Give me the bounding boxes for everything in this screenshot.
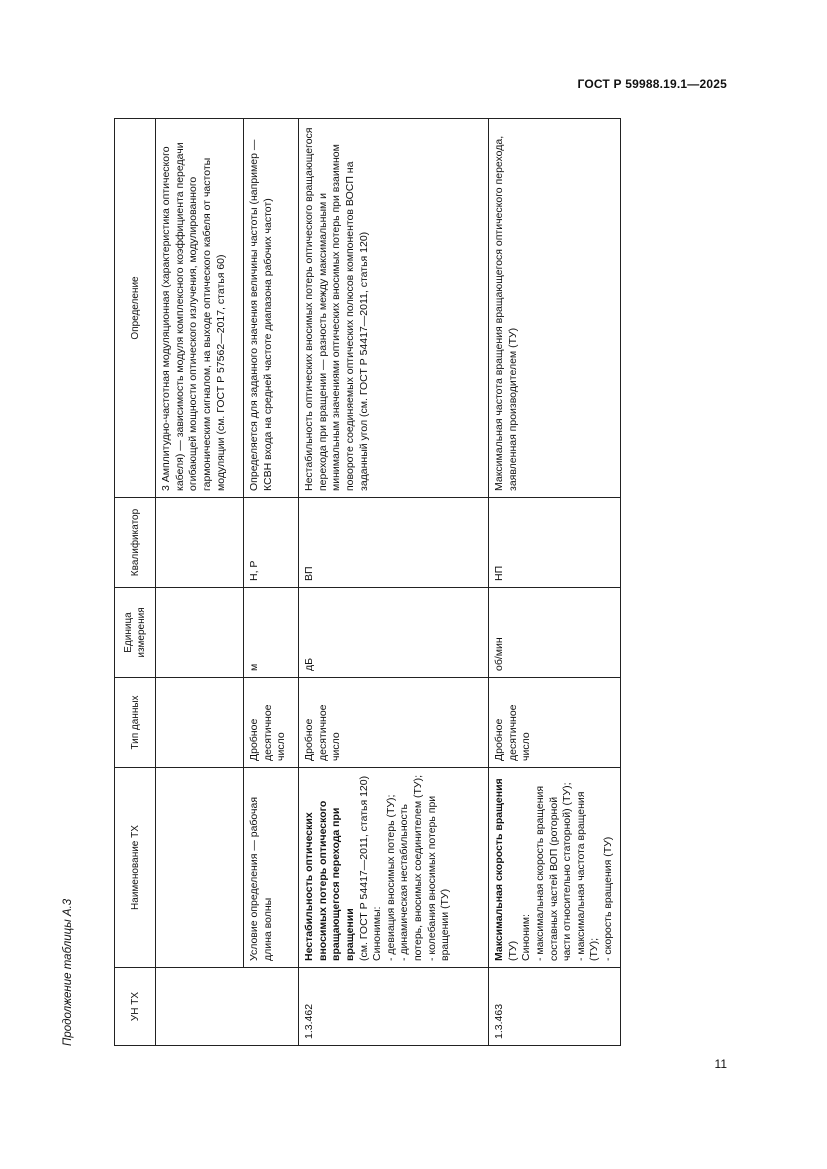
synonym-item: - максимальная частота вращения (ТУ); <box>574 791 601 961</box>
synonyms-label: Синоним: <box>520 914 533 961</box>
row-definition-cell: 3 Амплитудно-частотная модуляционная (характеристика оптического кабеля) — зависимость модуля комплексного коэффициента передачи огибающей мощности оптического излучения, модулированного гармоническим сигналом, на выходе оптического кабеля от частоты модуляции (см. ГОСТ Р 57562—2017, статья 60) <box>156 119 244 498</box>
col-header-definition: Определение <box>115 119 156 498</box>
row-id-cell: 1.3.463 <box>489 968 621 1046</box>
row-qualifier-cell: ВП <box>299 498 489 588</box>
page-number: 11 <box>714 1057 727 1071</box>
row-qualifier-cell <box>156 498 244 588</box>
row-type-cell: Дробное десятичное число <box>299 678 489 768</box>
rotated-table-region <box>62 119 615 1046</box>
col-header-qualifier: Квалификатор <box>115 498 156 588</box>
col-header-id: УН ТХ <box>115 968 156 1046</box>
term-reference: (ТУ) <box>506 940 519 961</box>
synonym-item: - динамическая нестабильность потерь, вносимых соединителем (ТУ); <box>398 775 425 961</box>
row-qualifier-cell: НП <box>489 498 621 588</box>
synonym-item: - максимальная скорость вращения составных частей ВОП (роторной части относительно статорной) (ТУ); <box>533 782 574 961</box>
row-qualifier-cell: Н, Р <box>244 498 299 588</box>
col-header-name: Наименование ТХ <box>115 768 156 968</box>
document-header: ГОСТ Р 59988.19.1—2025 <box>577 77 727 91</box>
row-unit-cell <box>156 588 244 678</box>
term-reference: (см. ГОСТ Р 54417—2011, статья 120) <box>357 775 370 961</box>
table-header-row <box>115 119 156 1046</box>
table-row <box>299 119 489 1046</box>
characteristics-table <box>114 118 621 1046</box>
term-name: Нестабильность оптических вносимых потерь оптического вращающегося перехода при вращении <box>303 800 356 961</box>
row-unit-cell: м <box>244 588 299 678</box>
synonym-item: - девиация вносимых потерь (ТУ); <box>384 794 397 961</box>
row-type-cell: Дробное десятичное число <box>489 678 621 768</box>
col-header-type: Тип данных <box>115 678 156 768</box>
col-header-unit: Единица измерения <box>115 588 156 678</box>
synonym-item: - скорость вращения (ТУ) <box>602 836 615 961</box>
row-unit-cell: дБ <box>299 588 489 678</box>
table-row <box>489 119 621 1046</box>
row-id-cell: 1.3.462 <box>299 968 489 1046</box>
row-definition-cell: Нестабильность оптических вносимых потерь оптического вращающегося перехода при вращении — разность между максимальным и минимальным значениями оптических вносимых потерь при взаимном повороте соединяемых оптических полюсов компонентов ВОСП на заданный угол (см. ГОСТ Р 54417—2011, статья 120) <box>299 119 489 498</box>
term-name: Максимальная скорость вращения <box>493 778 505 961</box>
row-name-cell <box>156 768 244 968</box>
table-row <box>244 119 299 1046</box>
synonym-item: - колебания вносимых потерь при вращении (ТУ) <box>425 795 452 961</box>
row-unit-cell: об/мин <box>489 588 621 678</box>
row-type-cell <box>156 678 244 768</box>
row-id-cell <box>156 968 299 1046</box>
row-definition-cell: Определяется для заданного значения величины частоты (например — КСВН входа на средней частоте диапазона рабочих частот) <box>244 119 299 498</box>
row-name-cell: Условие определения — рабочая длина волны <box>244 768 299 968</box>
row-type-cell: Дробное десятичное число <box>244 678 299 768</box>
table-row <box>156 119 244 1046</box>
row-definition-cell: Максимальная частота вращения вращающегося оптического перехода, заявленная производителем (ТУ) <box>489 119 621 498</box>
synonyms-label: Синонимы: <box>371 906 384 961</box>
row-name-cell <box>489 768 621 968</box>
table-caption: Продолжение таблицы А.3 <box>62 898 74 1046</box>
row-name-cell <box>299 768 489 968</box>
